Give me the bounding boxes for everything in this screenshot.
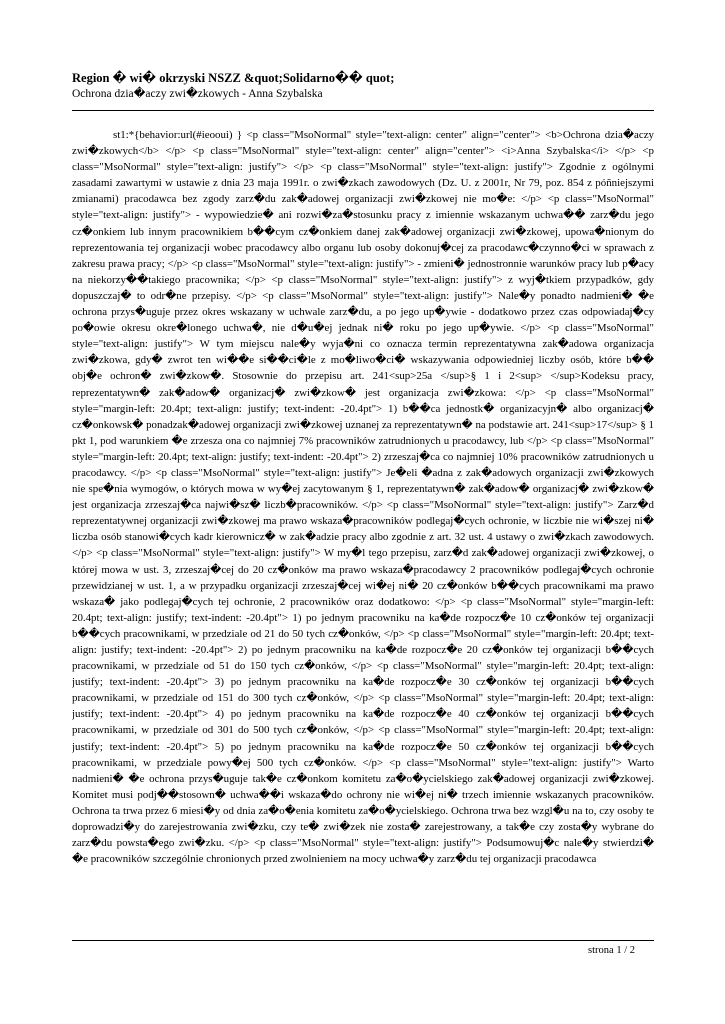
document-title: Region � wi� okrzyski NSZZ &quot;Solidarno�� quot; <box>72 71 395 85</box>
footer-divider <box>72 940 654 941</box>
document-subtitle: Ochrona dzia�aczy zwi�zkowych - Anna Szybalska <box>72 88 323 100</box>
document-header <box>72 70 662 102</box>
header-divider <box>72 110 654 111</box>
document-body: st1:*{behavior:url(#ieooui) } <p class="MsoNormal" style="text-align: center" align="center"> <b>Ochrona dzia�aczy zwi�zkowych</b> </p> <p class="MsoNormal" style="text-align: center" align="center"> <i>Anna Szybalska</i> </p> <p class="MsoNormal" style="text-align: justify"> </p> <p class="MsoNormal" style="text-align: justify"> Zgodnie z ogólnymi zasadami zawartymi w ustawie z dnia 23 maja 1991r. o zwi�zkach zawodowych (Dz. U. z 2001r, Nr 79, poz. 854 z póñniejszymi zmianami) pracodawca bez zgody zarz�du zak�adowej organizacji zwi�zkowej nie mo�e: </p> <p class="MsoNormal" style="text-align: justify"> - wypowiedzie� ani rozwi�za�stosunku pracy z imiennie wskazanym uchwa�� zarz�du jego cz�onkiem lub innym pracownikiem b��cym cz�onkiem danej zak�adowej organizacji zwi�zkowej, upowa�nionym do reprezentowania tej organizacji wobec pracodawcy albo organu lub osoby dokonuj�cej za pracodawc�czynno�ci w sprawach z zakresu prawa pracy; </p> <p class="MsoNormal" style="text-align: justify"> - zmieni� jednostronnie warunków pracy lub p�acy na niekorzy��takiego pracownika; </p> <p class="MsoNormal" style="text-align: justify"> z wyj�tkiem przypadków, gdy dopuszczaj� to odr�ne przepisy. </p> <p class="MsoNormal" style="text-align: justify"> Nale�y ponadto nadmieni� �e ochrona przys�uguje przez okres wskazany w uchwale zarz�du, a po jego up�ywie - dodatkowo przez czas odpowiadaj�cy po�owie okresu okre�lonego uchwa�, nie d�u�ej jednak ni� roku po jego up�ywie. </p> <p class="MsoNormal" style="text-align: justify"> W tym miejscu nale�y wyja�ni co oznacza termin reprezentatywna zak�adowa organizacja zwi�zkowa, gdy� zwrot ten wi��e si��ci�le z mo�liwo�ci� wskazywania odpowiedniej liczby osób, które b�� obj�e ochron� zwi�zkow�. Stosownie do przepisu art. 241<sup>25a </sup>§ 1 i 2<sup> </sup>Kodeksu pracy, reprezentatywn� zak�adow� organizacj� zwi�zkow� jest organizacja zwi�zkowa: </p> <p class="MsoNormal" style="margin-left: 20.4pt; text-align: justify; text-indent: -20.4pt"> 1) b��ca jednostk� organizacyjn� albo organizacj� cz�onkowsk� ponadzak�adowej organizacji zwi�zkowej uznanej za reprezentatywn� na podstawie art. 241<sup>17</sup> § 1 pkt 1, pod warunkiem �e zrzesza ona co najmniej 7% pracowników zatrudnionych u pracodawcy, lub </p> <p class="MsoNormal" style="margin-left: 20.4pt; text-align: justify; text-indent: -20.4pt"> 2) zrzeszaj�ca co najmniej 10% pracowników zatrudnionych u pracodawcy. </p> <p class="MsoNormal" style="text-align: justify"> Je�eli �adna z zak�adowych organizacji zwi�zkowych nie spe�nia wymogów, o których mowa w wy�ej zacytowanym § 1, reprezentatywn� zak�adow� organizacj� zwi�zkow� jest organizacja zrzeszaj�ca najwi�sz� liczb�pracowników. </p> <p class="MsoNormal" style="text-align: justify"> Zarz�d reprezentatywnej organizacji zwi�zkowej ma prawo wskaza�pracowników podlegaj�cych ochronie, w liczbie nie wi�szej ni� liczba osób stanowi�cych kadr kierownicz� w zak�adzie pracy albo zgodnie z art. 32 ust. 4 ustawy o zwi�zkach zawodowych. </p> <p class="MsoNormal" style="text-align: justify"> W my�l tego przepisu, zarz�d zak�adowej organizacji zwi�zkowej, o której mowa w ust. 3, zrzeszaj�cej do 20 cz�onków ma prawo wskaza�pracodawcy 2 pracowników podlegaj�cych ochronie przewidzianej w ust. 1, a w przypadku organizacji zrzeszaj�cej wi�ej ni� 20 cz�onków b��cych pracownikami ma prawo wskaza� jako podlegaj�cych tej ochronie, 2 pracowników oraz dodatkowo: </p> <p class="MsoNormal" style="margin-left: 20.4pt; text-align: justify; text-indent: -20.4pt"> 1) po jednym pracowniku na ka�de rozpocz�e 10 cz�onków tej organizacji b��cych pracownikami, w przedziale od 21 do 50 tych cz�onków, </p> <p class="MsoNormal" style="margin-left: 20.4pt; text-align: justify; text-indent: -20.4pt"> 2) po jednym pracowniku na ka�de rozpocz�e 20 cz�onków tej organizacji b��cych pracownikami, w przedziale od 51 do 150 tych cz�onków, </p> <p class="MsoNormal" style="margin-left: 20.4pt; text-align: justify; text-indent: -20.4pt"> 3) po jednym pracowniku na ka�de rozpocz�e 30 cz�onków tej organizacji b��cych pracownikami, w przedziale od 151 do 300 tych cz�onków, </p> <p class="MsoNormal" style="margin-left: 20.4pt; text-align: justify; text-indent: -20.4pt"> 4) po jednym pracowniku na ka�de rozpocz�e 40 cz�onków tej organizacji b��cych pracownikami, w przedziale od 301 do 500 tych cz�onków, </p> <p class="MsoNormal" style="margin-left: 20.4pt; text-align: justify; text-indent: -20.4pt"> 5) po jednym pracowniku na ka�de rozpocz�e 50 cz�onków tej organizacji b��cych pracownikami, w przedziale powy�ej 500 tych cz�onków. </p> <p class="MsoNormal" style="text-align: justify"> Warto nadmieni� �e ochrona przys�uguje tak�e cz�onkom komitetu za�o�ycielskiego zak�adowej organizacji zwi�zkowej. Komitet musi podj��stosown� uchwa��i wskaza�do ochrony nie wi�ej ni� trzech imiennie wskazanych pracowników. Ochrona ta trwa przez 6 miesi�y od dnia za�o�enia komitetu za�o�ycielskiego. Ochrona trwa bez wzgl�u na to, czy osoby te doprowadzi�y do zarejestrowania zwi�zku, czy te� zwi�zek nie zosta� zarejestrowany, a tak�e czy zosta�y wybrane do zarz�du powsta�ego zwi�zku. </p> <p class="MsoNormal" style="text-align: justify"> Podsumowuj�c nale�y stwierdzi� �e pracowników szczególnie chronionych przed zwolnieniem na mocy uchwa�y zarz�du tej organizacji pracodawca <box>72 129 654 866</box>
page-number: strona 1 / 2 <box>588 945 635 956</box>
